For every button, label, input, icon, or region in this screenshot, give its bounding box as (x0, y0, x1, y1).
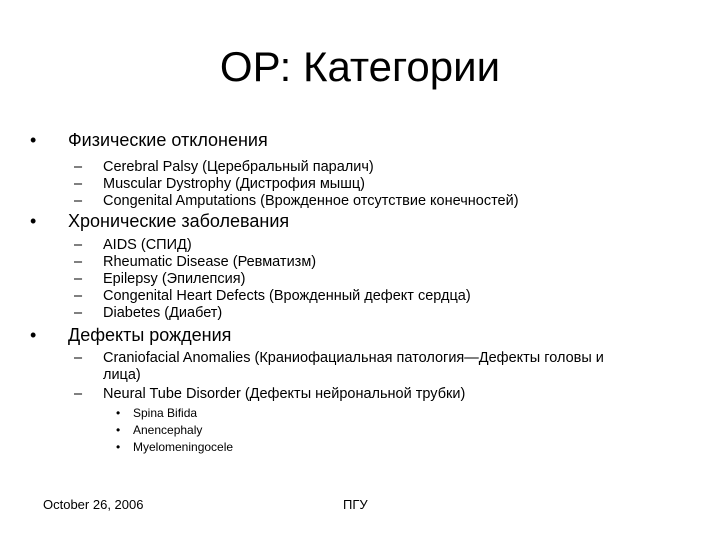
bullet-icon: • (30, 211, 37, 231)
dash-icon: – (74, 254, 83, 270)
list-item (30, 305, 680, 322)
sub-item-text: Spina Bifida (133, 406, 198, 420)
dash-icon: – (74, 237, 83, 253)
small-bullet-icon: • (116, 440, 121, 454)
item-text: AIDS (СПИД) (103, 237, 192, 253)
item-list (30, 350, 680, 456)
sub-item-text: Anencephaly (133, 423, 203, 437)
item-list (30, 159, 680, 210)
footer-date: October 26, 2006 (43, 497, 144, 512)
small-bullet-icon: • (116, 423, 121, 437)
heading-text: Дефекты рождения (68, 325, 232, 345)
dash-icon: – (74, 350, 83, 366)
item-text: Neural Tube Disorder (Дефекты нейрональной трубки) (103, 386, 466, 402)
dash-icon: – (74, 288, 83, 304)
list-item (30, 237, 680, 254)
item-text: Congenital Amputations (Врожденное отсутствие конечностей) (103, 193, 519, 209)
sub-item-text: Myelomeningocele (133, 440, 234, 454)
section-heading (30, 210, 680, 232)
list-item (30, 271, 680, 288)
dash-icon: – (74, 271, 83, 287)
item-text: Rheumatic Disease (Ревматизм) (103, 254, 317, 270)
item-text: Diabetes (Диабет) (103, 305, 223, 321)
list-item (30, 159, 680, 176)
item-list (30, 237, 680, 322)
footer-org: ПГУ (343, 497, 368, 512)
dash-icon: – (74, 176, 83, 192)
slide-title: ОР: Категории (219, 43, 501, 90)
bullet-icon: • (30, 130, 37, 150)
heading-text: Физические отклонения (68, 130, 268, 150)
dash-icon: – (74, 159, 83, 175)
list-item (30, 254, 680, 271)
bullet-icon: • (30, 325, 37, 345)
section-heading (30, 324, 680, 346)
list-item (30, 386, 680, 403)
item-text: Cerebral Palsy (Церебральный паралич) (103, 159, 374, 175)
sub-item-list (30, 405, 680, 456)
dash-icon: – (74, 305, 83, 321)
list-item (30, 288, 680, 305)
sub-list-item (30, 439, 680, 456)
list-item (30, 176, 680, 193)
item-text: Muscular Dystrophy (Дистрофия мышц) (103, 176, 365, 192)
heading-text: Хронические заболевания (68, 211, 290, 231)
section-heading (30, 129, 680, 151)
slide-content (30, 125, 680, 456)
list-item (30, 193, 680, 210)
sub-list-item (30, 422, 680, 439)
dash-icon: – (74, 193, 83, 209)
sub-list-item (30, 405, 680, 422)
dash-icon: – (74, 386, 83, 402)
item-text: Congenital Heart Defects (Врожденный дефект сердца) (103, 288, 471, 304)
item-text: Epilepsy (Эпилепсия) (103, 271, 246, 287)
list-item (30, 350, 680, 384)
item-text: Craniofacial Anomalies (Краниофациальная патология—Дефекты головы и лица) (103, 350, 604, 383)
small-bullet-icon: • (116, 406, 121, 420)
